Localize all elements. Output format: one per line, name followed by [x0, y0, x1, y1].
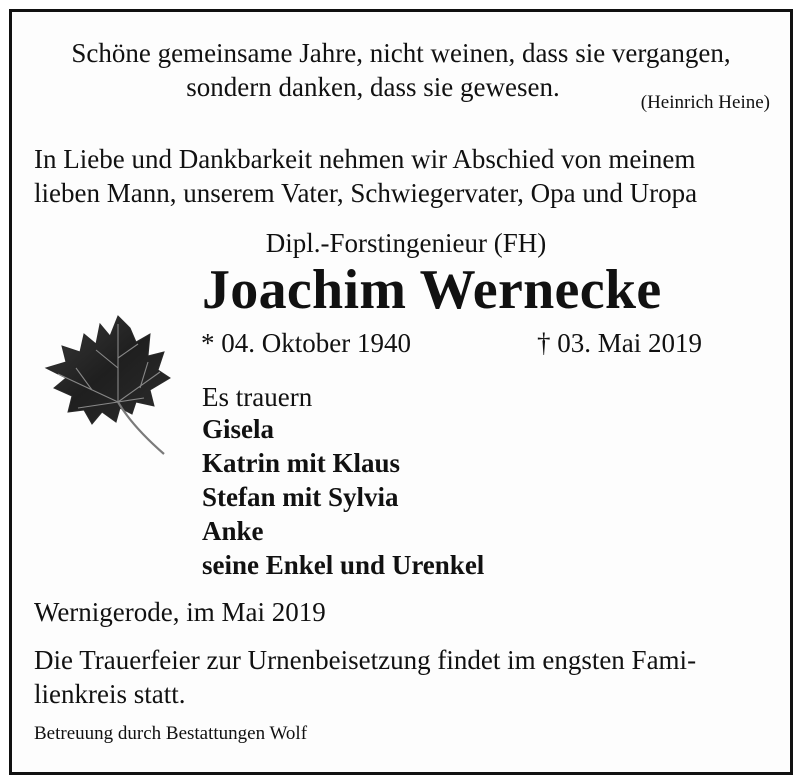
- quote-line-1: Schöne gemeinsame Jahre, nicht weinen, dass sie vergangen,: [71, 38, 731, 68]
- obituary-frame: [9, 9, 793, 775]
- mourner-name: seine Enkel und Urenkel: [202, 550, 485, 580]
- mourners-label: Es trauern: [202, 382, 313, 412]
- funeral-note-line-1: Die Trauerfeier zur Urnenbeisetzung findet im engsten Fami-: [34, 645, 697, 675]
- quote-line-2: sondern danken, dass sie gewesen.: [186, 72, 560, 102]
- undertaker-note: Betreuung durch Bestattungen Wolf: [34, 723, 308, 744]
- funeral-note-line-2: lienkreis statt.: [34, 679, 186, 709]
- mourner-name: Gisela: [202, 414, 274, 444]
- deceased-title: Dipl.-Forstingenieur (FH): [265, 228, 547, 258]
- place-date: Wernigerode, im Mai 2019: [34, 597, 326, 627]
- birth-date: * 04. Oktober 1940: [201, 328, 411, 358]
- maple-leaf-icon: [32, 298, 182, 458]
- mourner-name: Stefan mit Sylvia: [202, 482, 399, 512]
- mourner-name: Katrin mit Klaus: [202, 448, 401, 478]
- intro-line-1: In Liebe und Dankbarkeit nehmen wir Abschied von meinem: [34, 144, 696, 174]
- mourner-name: Anke: [202, 516, 264, 546]
- intro-line-2: lieben Mann, unserem Vater, Schwiegervater, Opa und Uropa: [34, 178, 698, 208]
- death-date: † 03. Mai 2019: [537, 328, 702, 358]
- deceased-name: Joachim Wernecke: [202, 259, 662, 321]
- quote-author: (Heinrich Heine): [640, 92, 770, 113]
